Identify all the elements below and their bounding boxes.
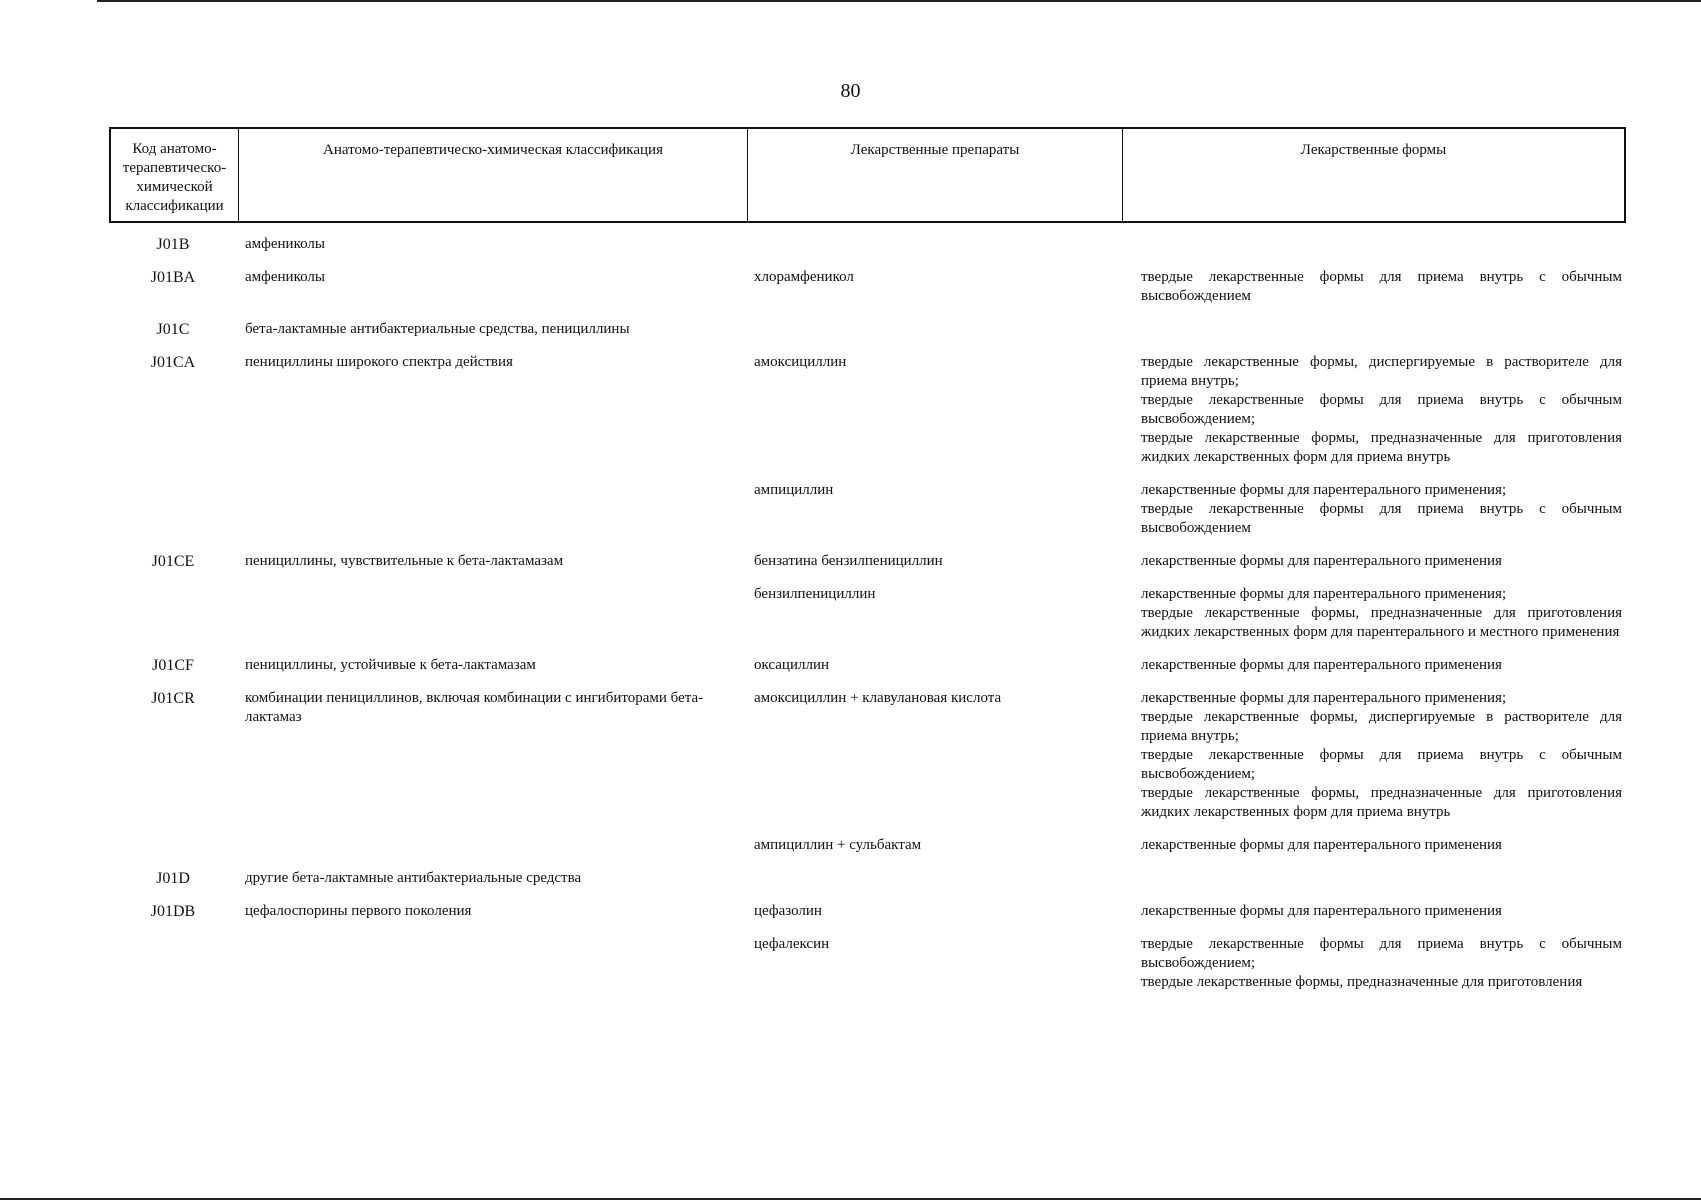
atc-name-cell <box>237 935 746 992</box>
medicine-cell: оксациллин <box>754 657 829 673</box>
page-number: 80 <box>840 80 861 102</box>
header-atc-classification: Анатомо-терапевтическо-химическая классификация <box>239 129 748 221</box>
medicine-cell <box>746 320 1121 339</box>
dosage-forms-cell <box>1121 836 1626 855</box>
dosage-form-entry: твердые лекарственные формы, предназначенные для приготовления <box>1141 974 1583 990</box>
table-row <box>109 656 1626 675</box>
atc-code-cell: J01D <box>156 870 190 887</box>
dosage-forms-cell <box>1121 552 1626 571</box>
medicine-cell: цефалексин <box>754 936 830 952</box>
dosage-forms-cell <box>1121 268 1626 306</box>
table-row <box>109 481 1626 538</box>
dosage-form-entry: лекарственные формы для парентерального применения <box>1141 837 1502 853</box>
dosage-form-entry: твердые лекарственные формы для приема внутрь с обычным высвобождением <box>1141 501 1622 536</box>
table-row <box>109 320 1626 339</box>
table-row <box>109 869 1626 888</box>
dosage-form-entry: лекарственные формы для парентерального применения <box>1141 553 1502 569</box>
dosage-form-entry: твердые лекарственные формы, диспергируемые в растворителе для приема внутрь; <box>1141 354 1622 389</box>
atc-code-cell: J01CE <box>151 553 195 570</box>
medicine-cell: хлорамфеникол <box>754 269 854 285</box>
dosage-form-entry: лекарственные формы для парентерального применения; <box>1141 482 1507 498</box>
medicine-cell: ампициллин <box>754 482 834 498</box>
atc-name-cell: другие бета-лактамные антибактериальные средства <box>245 870 582 886</box>
table-body <box>109 223 1626 992</box>
table-row <box>109 235 1626 254</box>
atc-name-cell <box>237 585 746 642</box>
medicine-cell: цефазолин <box>754 903 822 919</box>
dosage-form-entry: твердые лекарственные формы, предназначенные для приготовления жидких лекарственных форм для приема внутрь <box>1141 785 1622 820</box>
atc-code-cell: J01DB <box>150 903 196 920</box>
dosage-forms-cell <box>1121 235 1626 254</box>
table-row <box>109 552 1626 571</box>
table-row <box>109 585 1626 642</box>
atc-code-cell: J01B <box>156 236 190 253</box>
table-row <box>109 353 1626 467</box>
dosage-form-entry: твердые лекарственные формы, предназначенные для приготовления жидких лекарственных форм для приема внутрь <box>1141 430 1622 465</box>
dosage-form-entry: твердые лекарственные формы для приема внутрь с обычным высвобождением; <box>1141 747 1622 782</box>
atc-name-cell: пенициллины, устойчивые к бета-лактамазам <box>245 657 536 673</box>
dosage-form-entry: лекарственные формы для парентерального применения <box>1141 657 1502 673</box>
header-medicines: Лекарственные препараты <box>748 129 1123 221</box>
atc-name-cell <box>237 481 746 538</box>
table-row <box>109 689 1626 822</box>
header-atc-code: Код анатомо-терапевтическо-химической классификации <box>111 129 239 221</box>
dosage-form-entry: лекарственные формы для парентерального применения; <box>1141 586 1507 602</box>
table-row <box>109 935 1626 992</box>
medicine-cell: амоксициллин <box>754 354 847 370</box>
atc-code-cell: J01CF <box>152 657 194 674</box>
dosage-forms-cell <box>1121 869 1626 888</box>
table-header <box>109 127 1626 223</box>
dosage-forms-cell <box>1121 902 1626 921</box>
dosage-forms-cell <box>1121 481 1626 538</box>
dosage-forms-cell <box>1121 689 1626 822</box>
medicine-cell: амоксициллин + клавулановая кислота <box>754 690 1002 706</box>
atc-name-cell: пенициллины широкого спектра действия <box>245 354 513 370</box>
dosage-forms-cell <box>1121 353 1626 467</box>
atc-code-cell: J01BA <box>150 269 196 286</box>
atc-code-cell: J01CR <box>151 690 195 707</box>
atc-code-cell <box>109 481 237 538</box>
atc-name-cell: амфениколы <box>245 236 325 252</box>
dosage-form-entry: твердые лекарственные формы для приема внутрь с обычным высвобождением; <box>1141 936 1622 971</box>
medicine-cell: ампициллин + сульбактам <box>754 837 922 853</box>
dosage-form-entry: твердые лекарственные формы для приема внутрь с обычным высвобождением <box>1141 269 1622 304</box>
dosage-forms-cell <box>1121 935 1626 992</box>
dosage-forms-cell <box>1121 585 1626 642</box>
table-row <box>109 902 1626 921</box>
table-row <box>109 268 1626 306</box>
atc-name-cell: комбинации пенициллинов, включая комбинации с ингибиторами бета-лактамаз <box>245 690 704 725</box>
atc-code-cell: J01C <box>156 321 190 338</box>
dosage-form-entry: лекарственные формы для парентерального применения <box>1141 903 1502 919</box>
dosage-forms-cell <box>1121 656 1626 675</box>
medicine-cell: бензатина бензилпенициллин <box>754 553 943 569</box>
header-dosage-forms: Лекарственные формы <box>1300 142 1447 158</box>
medicine-cell <box>746 869 1121 888</box>
dosage-form-entry: твердые лекарственные формы для приема внутрь с обычным высвобождением; <box>1141 392 1622 427</box>
atc-code-cell <box>109 836 237 855</box>
dosage-forms-cell <box>1121 320 1626 339</box>
top-scan-border <box>97 0 1701 2</box>
dosage-form-entry: твердые лекарственные формы, предназначенные для приготовления жидких лекарственных форм для парентерального и местного применения <box>1141 605 1622 640</box>
medicine-cell: бензилпенициллин <box>754 586 876 602</box>
dosage-form-entry: твердые лекарственные формы, диспергируемые в растворителе для приема внутрь; <box>1141 709 1622 744</box>
atc-code-cell <box>109 585 237 642</box>
atc-name-cell: амфениколы <box>245 269 325 285</box>
medicine-cell <box>746 235 1121 254</box>
atc-name-cell: бета-лактамные антибактериальные средства, пенициллины <box>245 321 630 337</box>
atc-name-cell: цефалоспорины первого поколения <box>245 903 472 919</box>
atc-code-cell <box>109 935 237 992</box>
dosage-form-entry: лекарственные формы для парентерального применения; <box>1141 690 1507 706</box>
atc-code-cell: J01CA <box>150 354 196 371</box>
atc-name-cell: пенициллины, чувствительные к бета-лактамазам <box>245 553 564 569</box>
table-row <box>109 836 1626 855</box>
atc-name-cell <box>237 836 746 855</box>
